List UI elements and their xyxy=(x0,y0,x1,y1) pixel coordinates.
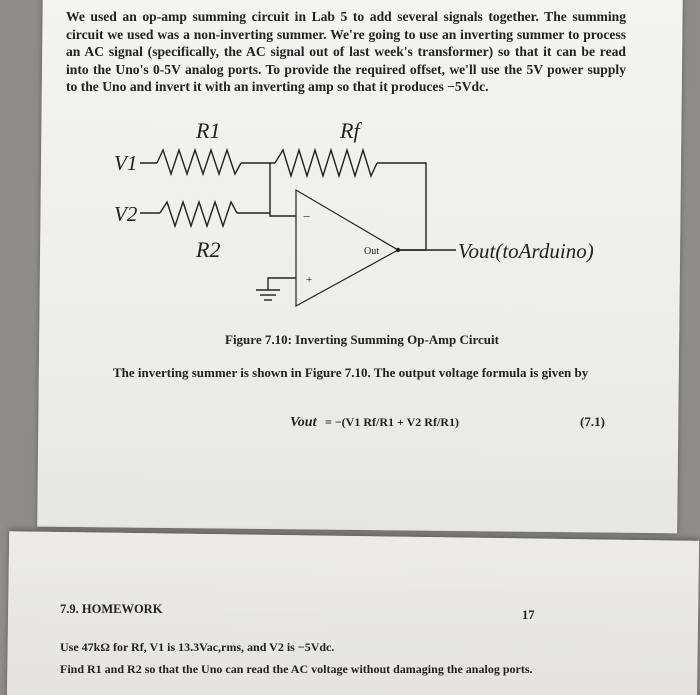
equation-rhs: = −(V1 Rf/R1 + V2 Rf/R1) xyxy=(325,415,459,429)
equation-number: (7.1) xyxy=(580,414,605,429)
v1-label: V1 xyxy=(114,151,138,175)
figure-caption: Figure 7.10: Inverting Summing Op-Amp Circuit xyxy=(225,332,499,347)
r2-label: R2 xyxy=(196,237,221,262)
body-paragraph: The inverting summer is shown in Figure 7.10. The output voltage formula is given by xyxy=(113,365,589,380)
out-label: Out xyxy=(364,246,379,257)
vout-label: Vout(toArduino) xyxy=(458,239,594,263)
homework-line-1: Use 47kΩ for Rf, V1 is 13.3Vac,rms, and V2 is −5Vdc. xyxy=(60,640,335,654)
page-number: 17 xyxy=(522,608,535,622)
equation-lhs: Vout xyxy=(290,415,317,430)
homework-line-2: Find R1 and R2 so that the Uno can read the AC voltage without damaging the analog ports. xyxy=(60,662,533,676)
plus-label: + xyxy=(306,274,313,286)
section-heading: 7.9. HOMEWORK xyxy=(60,602,163,616)
intro-paragraph: We used an op-amp summing circuit in Lab 5 to add several signals together. The summing circuit we used was a non-inverting summer. We're going to use an inverting summer to process an AC signal (specifically, the AC signal out of last week's transformer) so that it can be read into the Uno's 0-5V analog ports. To provide the required offset, we'll use the 5V power supply to the Uno and invert it with an inverting amp so that it produces −5Vdc. xyxy=(66,9,626,94)
r1-label: R1 xyxy=(196,118,221,143)
minus-label: − xyxy=(303,209,311,224)
v2-label: V2 xyxy=(114,202,138,226)
rf-label: Rf xyxy=(340,118,360,143)
